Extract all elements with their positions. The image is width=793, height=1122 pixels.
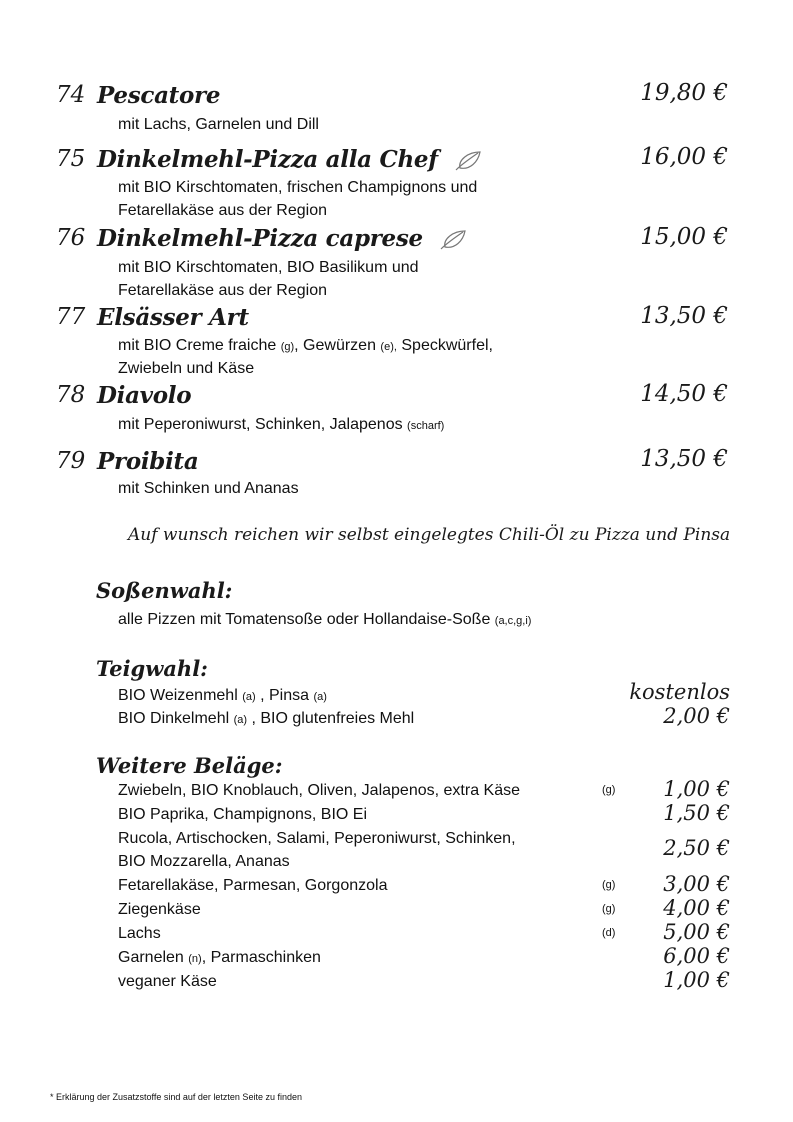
item-title-row xyxy=(97,225,467,252)
topping-text: Fetarellakäse, Parmesan, Gorgonzola xyxy=(118,877,388,894)
item-description: Zwiebeln und Käse xyxy=(118,360,255,377)
item-number: 79 xyxy=(56,448,86,474)
item-description: mit Lachs, Garnelen und Dill xyxy=(118,116,319,133)
item-title: Proibita xyxy=(97,448,199,475)
item-description: Fetarellakäse aus der Region xyxy=(118,282,328,299)
dough-row: BIO Dinkelmehl (a) , BIO glutenfreies Mehl xyxy=(118,710,415,727)
allergen-code: (n) xyxy=(188,953,202,965)
topping-price: 1,00 € xyxy=(663,968,730,992)
item-number: 75 xyxy=(56,146,86,172)
item-price: 16,00 € xyxy=(640,144,728,170)
item-title: Diavolo xyxy=(97,382,192,409)
item-price: 15,00 € xyxy=(640,224,728,250)
item-number: 77 xyxy=(56,304,86,330)
topping-text: Ziegenkäse xyxy=(118,901,201,918)
topping-price: 1,50 € xyxy=(663,801,730,825)
leaf-icon xyxy=(454,150,482,172)
allergen-code: (g) xyxy=(280,341,295,353)
allergen-code: (a) xyxy=(242,691,256,703)
section-title-toppings: Weitere Beläge: xyxy=(96,753,283,778)
item-price: 13,50 € xyxy=(640,303,728,329)
dough-price: 2,00 € xyxy=(663,704,730,728)
item-price: 19,80 € xyxy=(640,80,728,106)
allergen-code: (e), xyxy=(380,341,397,353)
allergen-code: (scharf) xyxy=(407,420,445,432)
item-title: Dinkelmehl-Pizza alla Chef xyxy=(97,146,438,173)
item-description: Fetarellakäse aus der Region xyxy=(118,202,328,219)
item-title: Pescatore xyxy=(97,82,221,109)
topping-text: BIO Paprika, Champignons, BIO Ei xyxy=(118,806,367,823)
dough-price: kostenlos xyxy=(629,680,730,704)
topping-text: BIO Mozzarella, Ananas xyxy=(118,853,290,870)
item-number: 78 xyxy=(56,382,86,408)
topping-text: Rucola, Artischocken, Salami, Peperoniwurst, Schinken, xyxy=(118,830,516,847)
section-title-dough: Teigwahl: xyxy=(96,656,208,681)
item-number: 74 xyxy=(56,82,86,108)
item-title: Elsässer Art xyxy=(97,304,249,331)
topping-price: 2,50 € xyxy=(663,836,730,860)
item-description: mit Schinken und Ananas xyxy=(118,480,299,497)
topping-price: 4,00 € xyxy=(663,896,730,920)
topping-price: 6,00 € xyxy=(663,944,730,968)
allergen-code: (g) xyxy=(602,903,616,915)
item-description: mit BIO Kirschtomaten, frischen Champignons und xyxy=(118,179,478,196)
topping-text: Lachs xyxy=(118,925,161,942)
allergen-code: (g) xyxy=(602,784,616,796)
allergen-code: (g) xyxy=(602,879,616,891)
chili-note: Auf wunsch reichen wir selbst eingelegtes Chili-Öl zu Pizza und Pinsa xyxy=(128,525,731,545)
allergen-code: (a,c,g,i) xyxy=(494,615,532,627)
dough-row: BIO Weizenmehl (a) , Pinsa (a) xyxy=(118,687,327,704)
section-title-sauce: Soßenwahl: xyxy=(96,578,233,603)
topping-text: Garnelen (n), Parmaschinken xyxy=(118,949,321,966)
sauce-text: alle Pizzen mit Tomatensoße oder Hollandaise-Soße (a,c,g,i) xyxy=(118,611,532,628)
item-number: 76 xyxy=(56,225,86,251)
item-title: Dinkelmehl-Pizza caprese xyxy=(97,225,423,252)
item-description: mit BIO Creme fraiche (g), Gewürzen (e), Speckwürfel, xyxy=(118,337,493,354)
topping-price: 5,00 € xyxy=(663,920,730,944)
topping-price: 3,00 € xyxy=(663,872,730,896)
item-title-row xyxy=(97,146,482,173)
footnote: * Erklärung der Zusatzstoffe sind auf der letzten Seite zu finden xyxy=(50,1092,302,1102)
item-description: mit Peperoniwurst, Schinken, Jalapenos (scharf) xyxy=(118,416,445,433)
allergen-code: (a) xyxy=(313,691,327,703)
topping-text: veganer Käse xyxy=(118,973,217,990)
allergen-code: (a) xyxy=(233,714,248,726)
item-price: 14,50 € xyxy=(640,381,728,407)
topping-price: 1,00 € xyxy=(663,777,730,801)
topping-text: Zwiebeln, BIO Knoblauch, Oliven, Jalapenos, extra Käse xyxy=(118,782,520,799)
item-description: mit BIO Kirschtomaten, BIO Basilikum und xyxy=(118,259,419,276)
allergen-code: (d) xyxy=(602,927,616,939)
leaf-icon xyxy=(439,229,467,251)
item-price: 13,50 € xyxy=(640,446,728,472)
